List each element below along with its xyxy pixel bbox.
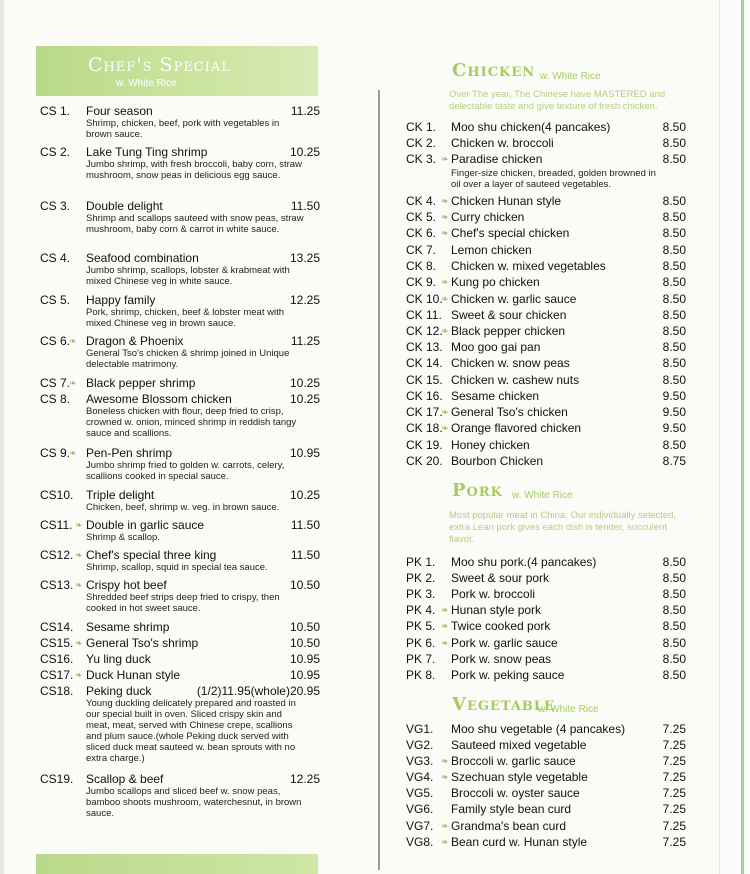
item-code: CS 4. xyxy=(40,251,71,265)
item-code: CK 13. xyxy=(406,340,443,354)
chicken-description: Over The year, The Chinese have MASTERED and delectable taste and give texture of fresh chicken. xyxy=(449,89,666,112)
item-price: 8.50 xyxy=(662,356,686,370)
item-price: 8.50 xyxy=(662,619,686,633)
menu-item xyxy=(40,376,325,390)
menu-item xyxy=(40,668,325,682)
menu-item xyxy=(406,819,688,834)
menu-item xyxy=(406,275,688,290)
leaf-icon: ❧ xyxy=(69,448,77,458)
item-code: PK 3. xyxy=(406,587,436,601)
pork-title: Pork xyxy=(452,480,503,501)
item-code: PK 2. xyxy=(406,571,436,585)
item-code: CK 7. xyxy=(406,243,437,257)
chicken-title: Chicken xyxy=(452,60,536,81)
item-price: 8.50 xyxy=(662,292,686,306)
item-description: Finger-size chicken, breaded, golden browned in oil over a layer of sauteed vegetables. xyxy=(451,168,656,190)
leaf-icon: ❧ xyxy=(75,670,83,680)
menu-item xyxy=(406,120,688,135)
item-code: CS 6. xyxy=(40,334,71,348)
item-price: 8.50 xyxy=(662,226,686,240)
leaf-icon: ❧ xyxy=(441,196,449,206)
item-code: VG2. xyxy=(406,738,434,752)
item-description: Jumbo scallops and sliced beef w. snow peas, bamboo shoots mushroom, waterchesnut, in brown sauce. xyxy=(86,786,302,819)
item-code: VG3. xyxy=(406,754,434,768)
menu-item xyxy=(406,324,688,339)
item-name: Bean curd w. Hunan style xyxy=(451,835,588,849)
item-price: 7.25 xyxy=(662,835,686,849)
item-price: 8.50 xyxy=(662,194,686,208)
item-code: CS16. xyxy=(40,652,74,666)
pork-description: Most popular meat in China. Our individually selected, extra Lean pork gives each dish is tender, succulent flavor. xyxy=(449,510,677,545)
menu-item xyxy=(40,652,325,666)
menu-item xyxy=(406,340,688,355)
item-price: 8.50 xyxy=(662,571,686,585)
item-description: Shrimp & scallop. xyxy=(86,532,160,543)
item-code: VG1. xyxy=(406,722,434,736)
leaf-icon: ❧ xyxy=(441,621,449,631)
item-name: Chicken w. cashew nuts xyxy=(451,373,580,387)
item-description: Shrimp, scallop, squid in special tea sauce. xyxy=(86,562,268,573)
menu-item xyxy=(406,555,688,570)
leaf-icon: ❧ xyxy=(441,277,449,287)
leaf-icon: ❧ xyxy=(441,423,449,433)
item-name: Happy family xyxy=(86,293,156,307)
menu-item xyxy=(406,259,688,274)
menu-item xyxy=(406,405,688,420)
menu-item xyxy=(406,292,688,307)
item-code: PK 4. xyxy=(406,603,436,617)
item-price: 10.50 xyxy=(289,578,320,592)
item-code: CS12. xyxy=(40,548,74,562)
item-name: Chicken w. garlic sauce xyxy=(451,292,577,306)
menu-item xyxy=(406,421,688,436)
item-description: Chicken, beef, shrimp w. veg. in brown sauce. xyxy=(86,502,280,513)
menu-item xyxy=(406,770,688,785)
item-name: General Tso's shrimp xyxy=(86,636,199,650)
item-name: Black pepper shrimp xyxy=(86,376,196,390)
item-price: 8.50 xyxy=(662,373,686,387)
menu-item xyxy=(406,652,688,667)
leaf-icon: ❧ xyxy=(75,550,83,560)
menu-item xyxy=(406,722,688,737)
item-code: CK 10. xyxy=(406,292,443,306)
leaf-icon: ❧ xyxy=(75,520,83,530)
item-price: 11.50 xyxy=(290,518,320,532)
leaf-icon: ❧ xyxy=(441,756,449,766)
item-code: CK 3. xyxy=(406,152,437,166)
menu-item xyxy=(406,438,688,453)
item-name: Chicken w. snow peas xyxy=(451,356,570,370)
item-price: 7.25 xyxy=(662,802,686,816)
menu-item xyxy=(406,668,688,683)
item-price: 10.25 xyxy=(289,392,320,406)
item-code: CS 7. xyxy=(40,376,71,390)
item-code: VG7. xyxy=(406,819,434,833)
item-code: CS 9. xyxy=(40,446,71,460)
item-code: CS 2. xyxy=(40,145,71,159)
item-name: Moo shu pork.(4 pancakes) xyxy=(451,555,597,569)
item-description: Young duckling delicately prepared and roasted in our special built in oven. Sliced crispy skin and meat, meat, served with Chinese crepe, scallions and plum sauce.(whole Peking duck served with sliced duck meat sauteed w. bean sprouts with no extra charge.) xyxy=(86,698,296,764)
item-code: CK 12. xyxy=(406,324,443,338)
item-price: 7.25 xyxy=(662,819,686,833)
item-price: 11.25 xyxy=(290,104,320,118)
item-name: Szechuan style vegetable xyxy=(451,770,588,784)
item-name: Seafood combination xyxy=(86,251,199,265)
chicken-subtitle: w. White Rice xyxy=(540,71,601,82)
menu-item xyxy=(406,835,688,850)
item-price: 7.25 xyxy=(662,754,686,768)
menu-item xyxy=(406,636,688,651)
menu-item xyxy=(406,308,688,323)
item-name: Lemon chicken xyxy=(451,243,532,257)
item-price: 8.50 xyxy=(662,152,686,166)
item-price: 12.25 xyxy=(289,772,320,786)
item-name: Moo goo gai pan xyxy=(451,340,541,354)
item-name: Chicken w. mixed vegetables xyxy=(451,259,606,273)
menu-item xyxy=(406,754,688,769)
item-price: 10.95 xyxy=(289,652,320,666)
leaf-icon: ❧ xyxy=(441,407,449,417)
item-name: Broccoli w. garlic sauce xyxy=(451,754,576,768)
item-price: 8.50 xyxy=(662,603,686,617)
item-code: CK 17. xyxy=(406,405,443,419)
item-price: 11.25 xyxy=(290,334,320,348)
pork-subtitle: w. White Rice xyxy=(512,490,573,501)
item-name: Twice cooked pork xyxy=(451,619,551,633)
item-name: Moo shu chicken(4 pancakes) xyxy=(451,120,611,134)
leaf-icon: ❧ xyxy=(441,212,449,222)
item-price: 8.75 xyxy=(662,454,686,468)
item-code: PK 5. xyxy=(406,619,436,633)
item-name: Pork w. snow peas xyxy=(451,652,552,666)
menu-item xyxy=(40,199,325,246)
item-price: 7.25 xyxy=(662,722,686,736)
page-right-margin xyxy=(719,0,750,874)
menu-item xyxy=(40,293,325,329)
item-name: Sweet & sour chicken xyxy=(451,308,567,322)
menu-item xyxy=(40,772,325,819)
item-code: CK 2. xyxy=(406,136,437,150)
item-name: Chef's special three king xyxy=(86,548,217,562)
item-code: CS 8. xyxy=(40,392,71,406)
item-price: 13.25 xyxy=(289,251,320,265)
item-price: 8.50 xyxy=(662,243,686,257)
item-price: 10.50 xyxy=(289,620,320,634)
item-code: PK 8. xyxy=(406,668,436,682)
item-price: 8.50 xyxy=(662,636,686,650)
item-price: 10.50 xyxy=(289,636,320,650)
menu-item xyxy=(40,684,325,775)
item-price: 10.95 xyxy=(289,446,320,460)
item-name: Chicken w. broccoli xyxy=(451,136,554,150)
item-name: Double delight xyxy=(86,199,163,213)
item-code: CS10. xyxy=(40,488,74,502)
item-code: CK 14. xyxy=(406,356,443,370)
item-name: Sauteed mixed vegetable xyxy=(451,738,587,752)
item-code: CS 5. xyxy=(40,293,71,307)
menu-item xyxy=(40,145,325,192)
item-code: CS18. xyxy=(40,684,74,698)
item-name: Pen-Pen shrimp xyxy=(86,446,173,460)
item-name: Kung po chicken xyxy=(451,275,540,289)
item-code: VG8. xyxy=(406,835,434,849)
leaf-icon: ❧ xyxy=(69,378,77,388)
item-price: 8.50 xyxy=(662,259,686,273)
menu-item xyxy=(40,518,325,543)
item-code: CS13. xyxy=(40,578,74,592)
item-code: CK 18. xyxy=(406,421,443,435)
menu-item xyxy=(40,446,325,482)
item-code: CS 1. xyxy=(40,104,71,118)
chefs-special-banner xyxy=(36,46,318,96)
menu-item xyxy=(406,243,688,258)
item-description: Shredded beef strips deep fried to crispy, then cooked in hot sweet sauce. xyxy=(86,592,280,614)
item-name: Crispy hot beef xyxy=(86,578,167,592)
item-name: Family style bean curd xyxy=(451,802,572,816)
menu-item xyxy=(40,488,325,513)
menu-item xyxy=(406,571,688,586)
menu-item xyxy=(406,786,688,801)
item-description: Pork, shrimp, chicken, beef & lobster meat with mixed Chinese veg in brown sauce. xyxy=(86,307,284,329)
item-code: CK 11. xyxy=(406,308,442,322)
page-edge xyxy=(0,0,4,874)
item-name: Sesame chicken xyxy=(451,389,540,403)
item-price: 10.95 xyxy=(289,668,320,682)
menu-item xyxy=(406,226,688,241)
leaf-icon: ❧ xyxy=(441,837,449,847)
item-name: Hunan style pork xyxy=(451,603,542,617)
item-price: (1/2)11.95(whole)20.95 xyxy=(196,684,320,698)
menu-item xyxy=(406,194,688,209)
item-price: 9.50 xyxy=(662,389,686,403)
item-name: Paradise chicken xyxy=(451,152,543,166)
item-name: Duck Hunan style xyxy=(86,668,181,682)
menu-item xyxy=(406,373,688,388)
menu-item xyxy=(40,548,325,573)
leaf-icon: ❧ xyxy=(75,638,83,648)
leaf-icon: ❧ xyxy=(441,638,449,648)
item-name: Pork w. peking sauce xyxy=(451,668,565,682)
menu-item xyxy=(40,578,325,614)
leaf-icon: ❧ xyxy=(441,821,449,831)
chefs-special-subtitle: w. White Rice xyxy=(116,78,177,89)
leaf-icon: ❧ xyxy=(441,772,449,782)
menu-item xyxy=(406,619,688,634)
leaf-icon: ❧ xyxy=(441,294,449,304)
menu-item xyxy=(406,389,688,404)
item-price: 8.50 xyxy=(662,136,686,150)
chefs-special-title: Chef's Special xyxy=(88,54,231,76)
item-name: Chicken Hunan style xyxy=(451,194,562,208)
item-price: 8.50 xyxy=(662,555,686,569)
item-name: Curry chicken xyxy=(451,210,525,224)
item-description: Jumbo shrimp, with fresh broccoli, baby corn, straw mushroom, snow peas in delicious egg sauce. xyxy=(86,159,302,181)
item-name: Sesame shrimp xyxy=(86,620,170,634)
leaf-icon: ❧ xyxy=(69,336,77,346)
menu-item xyxy=(406,738,688,753)
item-price: 9.50 xyxy=(662,405,686,419)
item-description: Shrimp and scallops sauteed with snow peas, straw mushroom, baby corn & carrot in white sauce. xyxy=(86,213,304,235)
menu-item xyxy=(406,802,688,817)
item-name: Scallop & beef xyxy=(86,772,164,786)
item-name: Double in garlic sauce xyxy=(86,518,205,532)
item-code: VG6. xyxy=(406,802,434,816)
item-name: General Tso's chicken xyxy=(451,405,568,419)
item-price: 10.25 xyxy=(289,376,320,390)
item-price: 7.25 xyxy=(662,738,686,752)
item-code: CK 6. xyxy=(406,226,437,240)
item-code: CS 3. xyxy=(40,199,71,213)
item-code: VG4. xyxy=(406,770,434,784)
item-price: 8.50 xyxy=(662,438,686,452)
item-price: 8.50 xyxy=(662,340,686,354)
item-name: Yu ling duck xyxy=(86,652,151,666)
item-price: 8.50 xyxy=(662,587,686,601)
item-name: Sweet & sour pork xyxy=(451,571,550,585)
item-price: 8.50 xyxy=(662,668,686,682)
menu-item xyxy=(40,636,325,650)
item-price: 10.25 xyxy=(289,488,320,502)
item-name: Orange flavored chicken xyxy=(451,421,582,435)
item-code: CK 8. xyxy=(406,259,437,273)
menu-item xyxy=(40,251,325,287)
item-name: Honey chicken xyxy=(451,438,530,452)
item-price: 9.50 xyxy=(662,421,686,435)
item-price: 7.25 xyxy=(662,786,686,800)
menu-item xyxy=(406,152,688,192)
item-name: Dragon & Phoenix xyxy=(86,334,184,348)
item-code: PK 6. xyxy=(406,636,436,650)
item-name: Lake Tung Ting shrimp xyxy=(86,145,208,159)
item-code: CS19. xyxy=(40,772,74,786)
item-name: Broccoli w. oyster sauce xyxy=(451,786,580,800)
item-code: PK 1. xyxy=(406,555,436,569)
bottom-green-bar xyxy=(36,854,318,874)
item-name: Black pepper chicken xyxy=(451,324,566,338)
item-price: 7.25 xyxy=(662,770,686,784)
menu-item xyxy=(406,454,688,469)
item-name: Chef's special chicken xyxy=(451,226,570,240)
item-description: Jumbo shrimp fried to golden w. carrots, celery, scallions cooked in special sauce. xyxy=(86,460,285,482)
column-divider xyxy=(378,90,380,870)
item-description: Shrimp, chicken, beef, pork with vegetables in brown sauce. xyxy=(86,118,280,140)
menu-item xyxy=(40,334,325,370)
green-edge-strip xyxy=(741,0,744,874)
item-code: CK 9. xyxy=(406,275,437,289)
leaf-icon: ❧ xyxy=(441,605,449,615)
leaf-icon: ❧ xyxy=(441,326,449,336)
item-price: 11.50 xyxy=(290,199,320,213)
item-name: Grandma's bean curd xyxy=(451,819,567,833)
leaf-icon: ❧ xyxy=(75,580,83,590)
item-code: CK 5. xyxy=(406,210,437,224)
item-name: Pork w. broccoli xyxy=(451,587,536,601)
item-price: 8.50 xyxy=(662,652,686,666)
item-code: PK 7. xyxy=(406,652,436,666)
item-name: Awesome Blossom chicken xyxy=(86,392,232,406)
item-price: 11.50 xyxy=(290,548,320,562)
item-description: Boneless chicken with flour, deep fried to crisp, crowned w. onion, minced shrimp in reddish tangy sauce and scallions. xyxy=(86,406,297,439)
item-price: 8.50 xyxy=(662,210,686,224)
item-name: Bourbon Chicken xyxy=(451,454,544,468)
item-code: CK 1. xyxy=(406,120,437,134)
item-code: CK 19. xyxy=(406,438,443,452)
item-name: Moo shu vegetable (4 pancakes) xyxy=(451,722,626,736)
vegetable-subtitle: w. White Rice xyxy=(538,704,599,715)
menu-item xyxy=(406,603,688,618)
item-name: Triple delight xyxy=(86,488,155,502)
item-code: CK 15. xyxy=(406,373,443,387)
leaf-icon: ❧ xyxy=(441,154,449,164)
item-name: Pork w. garlic sauce xyxy=(451,636,558,650)
menu-item xyxy=(40,620,325,634)
menu-item xyxy=(406,210,688,225)
menu-item xyxy=(406,356,688,371)
item-code: CS11. xyxy=(40,518,73,532)
item-name: Peking duck xyxy=(86,684,152,698)
leaf-icon: ❧ xyxy=(441,228,449,238)
item-price: 8.50 xyxy=(662,275,686,289)
vegetable-title: Vegetable xyxy=(452,694,555,715)
item-code: VG5. xyxy=(406,786,434,800)
menu-item xyxy=(406,587,688,602)
item-description: Jumbo shrimp, scallops, lobster & krabmeat with mixed Chinese veg in white sauce. xyxy=(86,265,290,287)
item-code: CS15. xyxy=(40,636,74,650)
item-price: 8.50 xyxy=(662,324,686,338)
menu-item xyxy=(406,136,688,151)
item-price: 8.50 xyxy=(662,120,686,134)
item-price: 8.50 xyxy=(662,308,686,322)
item-code: CK 20. xyxy=(406,454,443,468)
item-code: CK 4. xyxy=(406,194,437,208)
menu-item xyxy=(40,104,325,140)
item-price: 10.25 xyxy=(289,145,320,159)
menu-item xyxy=(40,392,325,439)
item-code: CS17. xyxy=(40,668,74,682)
item-description: General Tso's chicken & shrimp joined in Unique delectable matrimony. xyxy=(86,348,290,370)
item-price: 12.25 xyxy=(289,293,320,307)
item-name: Four season xyxy=(86,104,153,118)
item-code: CS14. xyxy=(40,620,74,634)
item-code: CK 16. xyxy=(406,389,443,403)
